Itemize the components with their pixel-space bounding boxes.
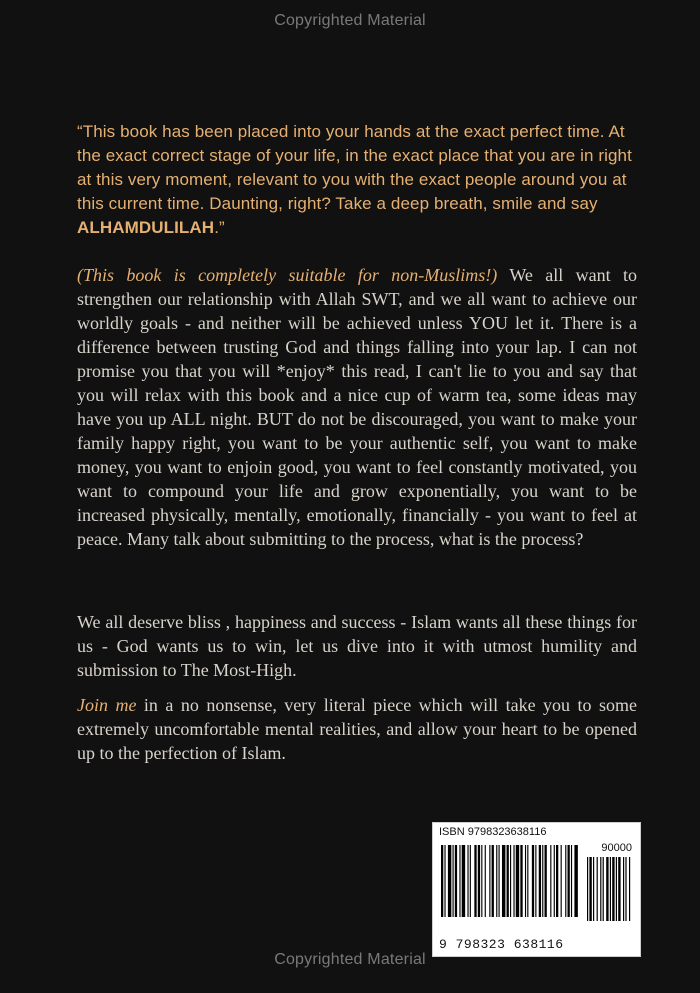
quote-closing: .” [214, 218, 225, 237]
addon-bar [623, 857, 624, 921]
addon-bar [616, 857, 617, 921]
isbn-barcode [432, 822, 641, 957]
addon-bar [589, 857, 591, 921]
paragraph-3-text: in a no nonsense, very literal piece which will take you to some extremely uncomfortable mental realities, and allow your heart to be opened up to the perfection of Islam. [77, 695, 637, 763]
barcode-bar [462, 845, 465, 917]
barcode-digits: 9 798323 638116 [439, 937, 564, 952]
paragraph-1-text: We all want to strengthen our relationship with Allah SWT, and we all want to achieve our worldly goals - and neither will be achieved unless YOU let it. There is a difference between trusting God and things falling into your lap. I can not promise you that you will *enjoy* this read, I can't lie to you and say that you will relax with this book and a nice cup of warm tea, some ideas may have you up ALL night. BUT do not be discouraged, you want to make your family happy right, you want to be your authentic self, you want to make money, you want to enjoin good, you want to feel constantly motivated, you want to compound your life and grow exponentially, you want to be increased physically, mentally, emotionally, financially - you want to feel at peace. Many talk about submitting to the process, what is the process? [77, 265, 637, 549]
join-me-phrase: Join me [77, 695, 137, 715]
barcode-bar [539, 845, 541, 917]
addon-bar [625, 857, 626, 921]
barcode-bar [470, 845, 471, 917]
pull-quote [77, 120, 637, 240]
barcode-bar [550, 845, 551, 917]
barcode-bar [507, 845, 509, 917]
barcode-bar [459, 845, 460, 917]
barcode-bar [520, 845, 522, 917]
quote-emphasis: ALHAMDULILAH [77, 218, 215, 237]
description-paragraph-3 [77, 693, 637, 765]
barcode-bar [535, 845, 536, 917]
addon-bar [593, 857, 594, 921]
barcode-bar [574, 845, 577, 917]
quote-text: “This book has been placed into your hands at the exact perfect time. At the exact correct stage of your life, in the exact place that you are in right at this very moment, relevant to you with the exact people around you at this current time. Daunting, right? Take a deep breath, smile and say [77, 122, 632, 213]
barcode-bar [516, 845, 519, 917]
barcode-bar [561, 845, 562, 917]
addon-bar [610, 857, 611, 921]
barcode-bar [492, 845, 494, 917]
barcode-bar [554, 845, 555, 917]
barcode-bar [525, 845, 526, 917]
addon-bar [612, 857, 614, 921]
barcode-bar [532, 845, 534, 917]
barcode-bar [444, 845, 445, 917]
description-paragraph-2: We all deserve bliss , happiness and success - Islam wants all these things for us - God wants us to win, let us dive into it with utmost humility and submission to The Most-High. [77, 612, 637, 680]
barcode-bar [448, 845, 451, 917]
addon-bar [629, 857, 630, 921]
barcode-bar [455, 845, 457, 917]
barcode-bar [481, 845, 482, 917]
barcode-bar [527, 845, 528, 917]
addon-bar [606, 857, 608, 921]
barcode-bar [556, 845, 558, 917]
description-paragraph-1 [77, 263, 637, 551]
addon-bar [618, 857, 620, 921]
barcode-bar [474, 845, 476, 917]
copyright-watermark-bottom: Copyrighted Material [274, 951, 426, 968]
barcode-bar [453, 845, 454, 917]
addon-bar [603, 857, 604, 921]
addon-bar [587, 857, 588, 921]
barcode-bar [565, 845, 566, 917]
barcode-bar [478, 845, 480, 917]
barcode-bar [499, 845, 500, 917]
price-code: 90000 [601, 842, 632, 854]
barcode-bars [439, 843, 631, 936]
barcode-bar [467, 845, 468, 917]
barcode-bar [513, 845, 514, 917]
non-muslim-note: (This book is completely suitable for non-Muslims!) [77, 265, 498, 285]
addon-bar [597, 857, 598, 921]
barcode-bar [542, 845, 543, 917]
isbn-label: ISBN 9798323638116 [439, 826, 547, 838]
addon-bar [600, 857, 601, 921]
barcode-bar [485, 845, 486, 917]
copyright-watermark-top: Copyrighted Material [274, 12, 426, 29]
barcode-bar [545, 845, 547, 917]
barcode-bar [510, 845, 511, 917]
barcode-bar [496, 845, 497, 917]
barcode-bar [489, 845, 490, 917]
barcode-bar [441, 845, 443, 917]
barcode-bar [571, 845, 572, 917]
barcode-bar [568, 845, 570, 917]
barcode-bar [502, 845, 505, 917]
